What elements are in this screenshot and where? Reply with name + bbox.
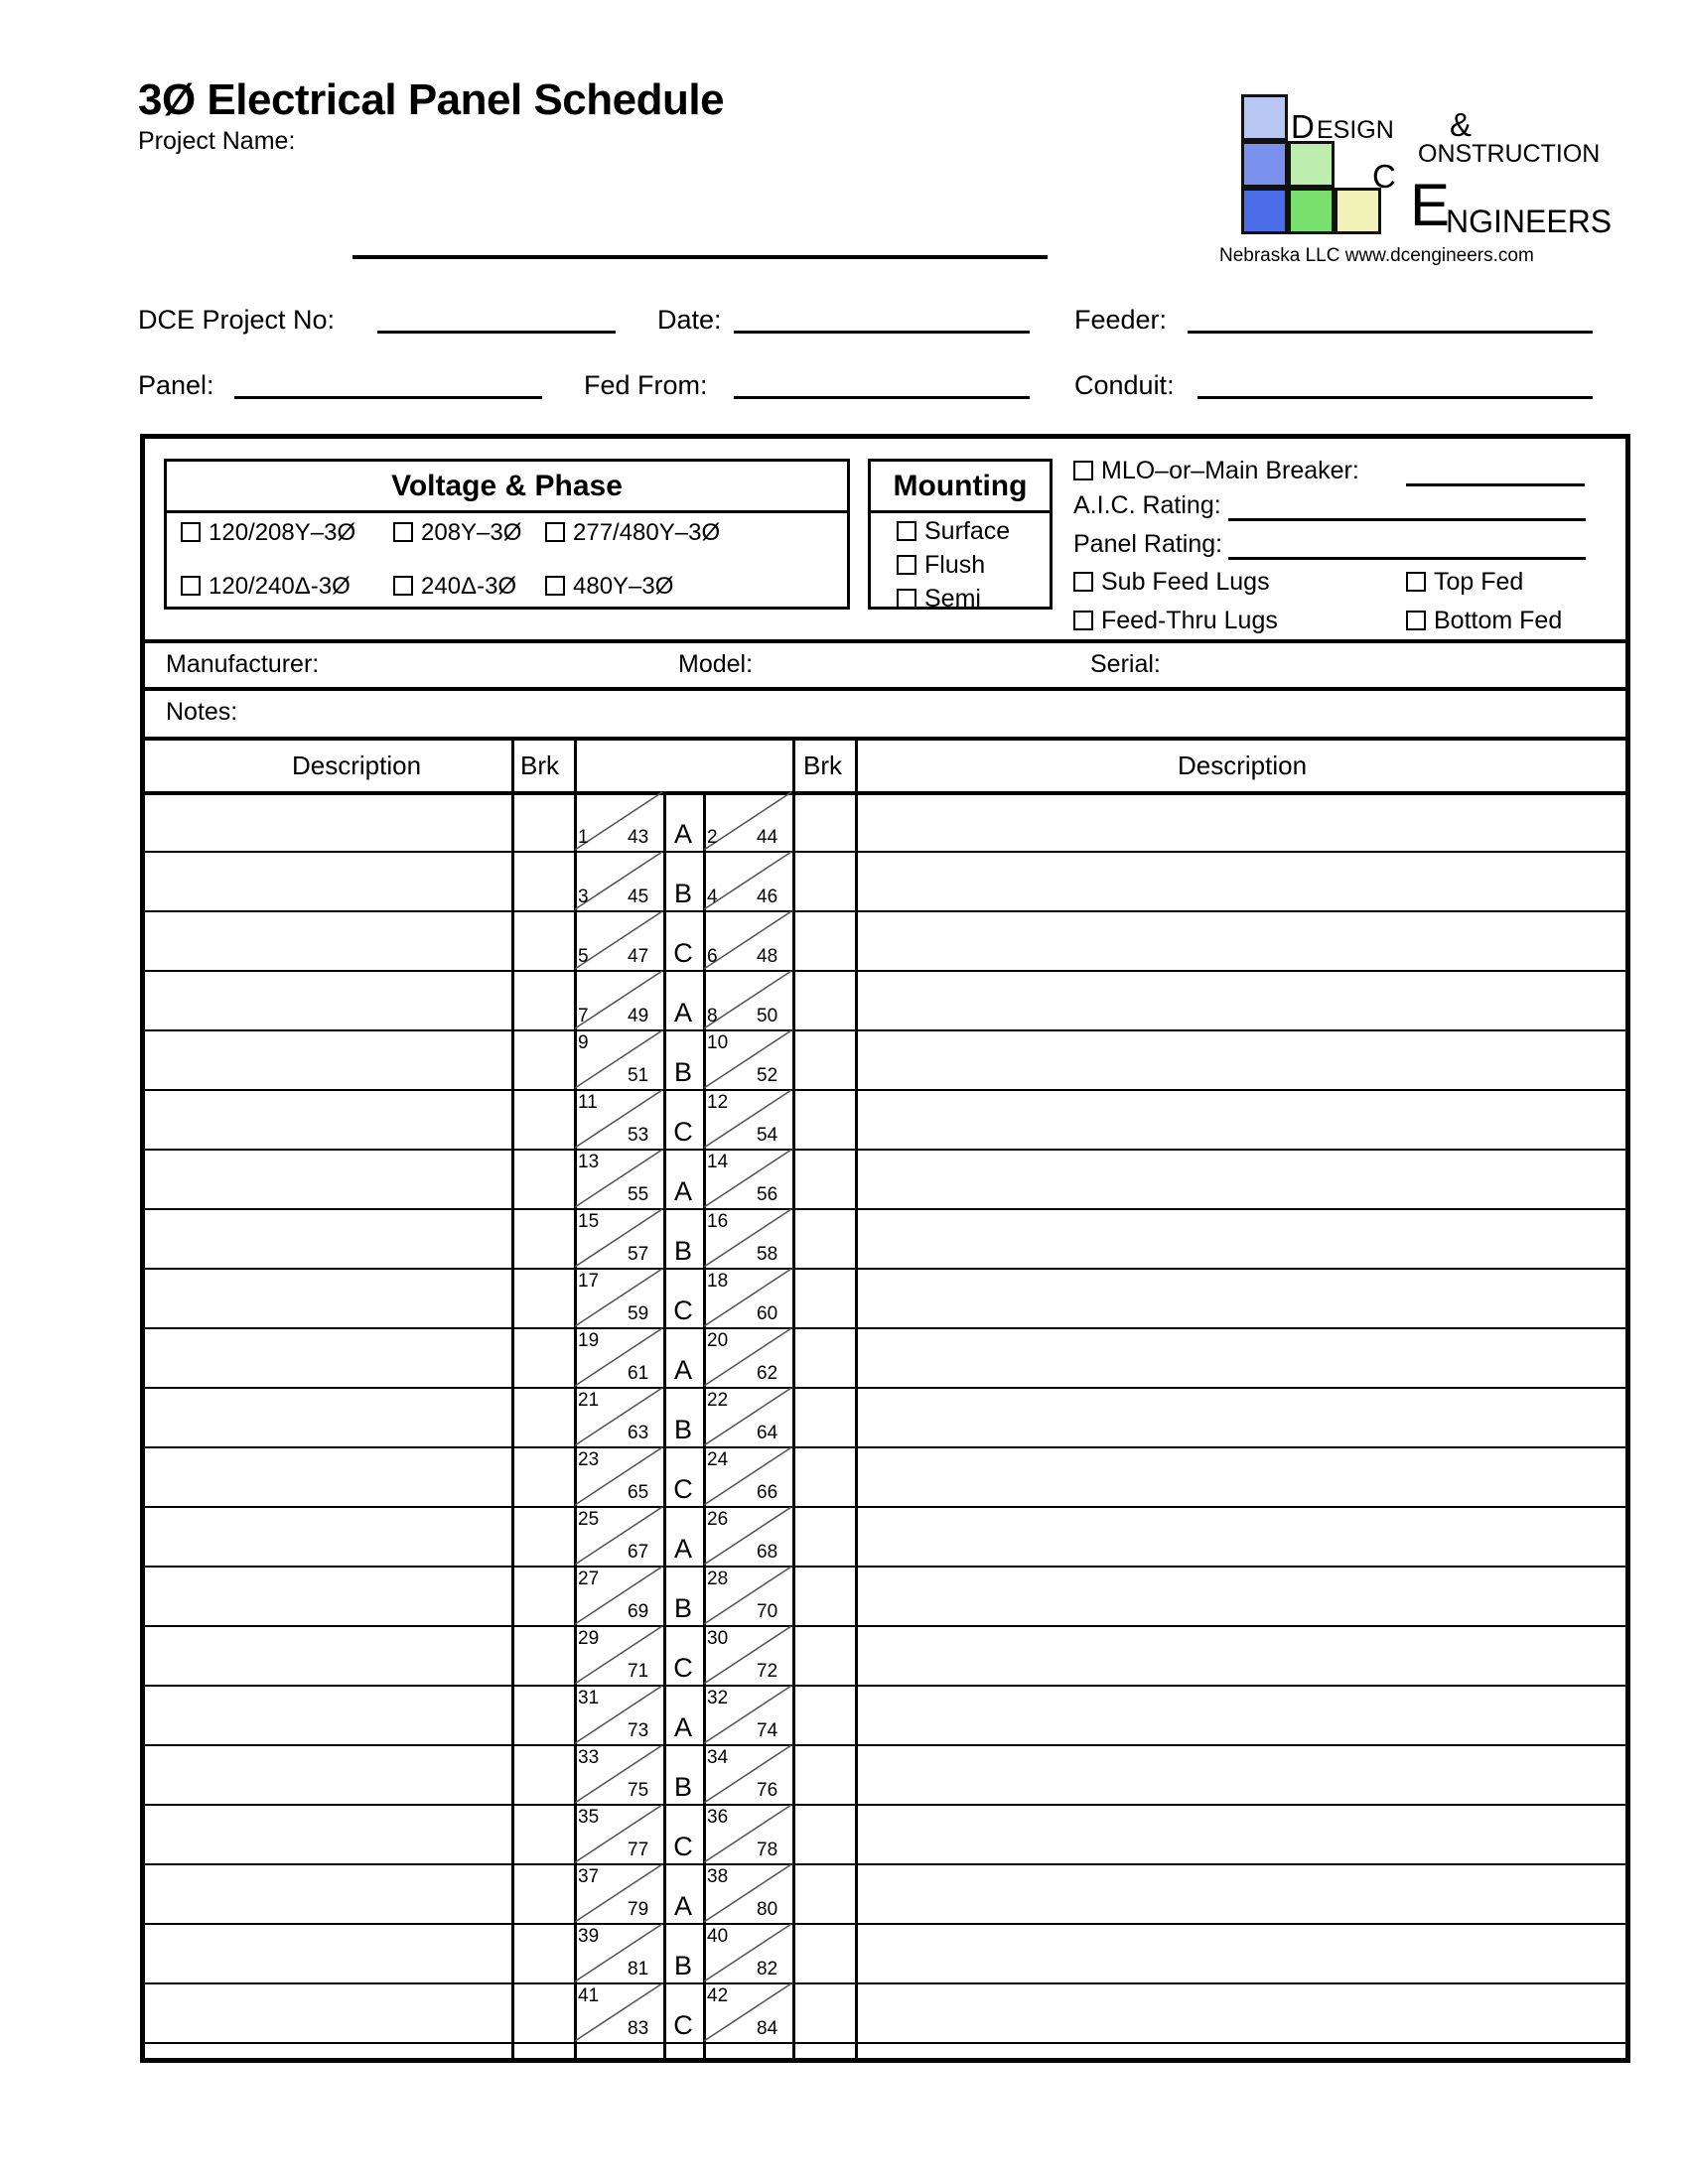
- circuit-number-even-high: 74: [757, 1720, 778, 1741]
- circuit-number-odd: 41: [578, 1985, 600, 2006]
- phase-label: B: [673, 1951, 692, 1980]
- circuit-number-even-high: 56: [757, 1184, 778, 1205]
- voltage-option-label: 480Y–3Ø: [573, 573, 674, 600]
- circuit-number-even: 10: [707, 1032, 729, 1053]
- dce-project-no-label: DCE Project No:: [138, 305, 336, 335]
- logo-tagline: Nebraska LLC www.dcengineers.com: [1219, 245, 1534, 266]
- checkbox-icon[interactable]: [1073, 611, 1093, 630]
- panel-input[interactable]: [234, 396, 542, 399]
- phase-label: B: [673, 879, 692, 908]
- circuit-number-odd: 35: [578, 1807, 600, 1828]
- phase-label: C: [673, 938, 693, 968]
- voltage-option-label: 120/208Y–3Ø: [209, 519, 356, 546]
- header-description-left: Description: [292, 751, 422, 780]
- phase-label: C: [673, 1832, 693, 1861]
- aic-rating-label: A.I.C. Rating:: [1073, 491, 1221, 519]
- circuit-number-even: 26: [707, 1509, 729, 1530]
- voltage-phase-divider: [167, 510, 847, 513]
- circuit-number-odd: 37: [578, 1866, 600, 1887]
- circuit-number-odd-high: 45: [628, 887, 649, 907]
- logo-engineers-initial: E: [1410, 172, 1451, 238]
- logo-construction-initial: C: [1372, 158, 1396, 195]
- column-divider-brk-right: [855, 737, 858, 2058]
- phase-label: B: [673, 1236, 692, 1266]
- circuit-number-odd-high: 71: [628, 1661, 649, 1682]
- logo-square-green: [1288, 188, 1335, 234]
- voltage-option-240d[interactable]: [393, 573, 516, 601]
- phase-label: B: [673, 1593, 692, 1623]
- circuit-row-divider: [145, 1268, 1625, 1270]
- divider-above-notes: [145, 687, 1625, 691]
- circuit-number-even-high: 52: [757, 1065, 778, 1086]
- checkbox-icon[interactable]: [1073, 572, 1093, 592]
- circuit-row-divider: [145, 1923, 1625, 1925]
- voltage-phase-title: Voltage & Phase: [391, 470, 623, 502]
- checkbox-icon[interactable]: [181, 522, 201, 542]
- phase-label: B: [673, 1057, 692, 1087]
- logo-square-blue: [1241, 141, 1288, 188]
- circuit-number-even: 36: [707, 1807, 729, 1828]
- phase-label: C: [673, 1296, 693, 1325]
- circuit-number-odd-high: 63: [628, 1423, 649, 1443]
- voltage-option-label: 208Y–3Ø: [421, 519, 522, 546]
- voltage-option-277-480y[interactable]: [545, 519, 720, 547]
- circuit-number-even-high: 72: [757, 1661, 778, 1682]
- circuit-number-odd-high: 47: [628, 946, 649, 967]
- circuit-number-even-high: 60: [757, 1303, 778, 1324]
- logo-construction-rest: ONSTRUCTION: [1418, 140, 1601, 168]
- circuit-number-even: 42: [707, 1985, 729, 2006]
- circuit-number-even-high: 64: [757, 1423, 778, 1443]
- circuit-number-odd: 17: [578, 1271, 600, 1292]
- checkbox-icon[interactable]: [393, 576, 413, 596]
- panel-label: Panel:: [138, 370, 214, 400]
- logo-ampersand: &: [1450, 106, 1473, 143]
- circuit-number-odd: 3: [578, 887, 589, 907]
- circuit-number-odd-high: 73: [628, 1720, 649, 1741]
- phase-label: C: [673, 1474, 693, 1504]
- header-brk-left: Brk: [520, 751, 559, 780]
- logo-engineers-rest: NGINEERS: [1446, 204, 1613, 239]
- checkbox-icon[interactable]: [1406, 611, 1426, 630]
- circuit-number-odd-high: 59: [628, 1303, 649, 1324]
- column-divider-brk-left: [511, 737, 514, 2058]
- circuit-number-odd: 9: [578, 1032, 589, 1053]
- circuit-number-odd: 19: [578, 1330, 600, 1351]
- project-name-label: Project Name:: [138, 127, 296, 155]
- bottom-fed-label: Bottom Fed: [1434, 607, 1563, 634]
- circuit-number-odd-high: 65: [628, 1482, 649, 1503]
- circuit-number-odd: 27: [578, 1569, 600, 1589]
- phase-label: A: [673, 1534, 692, 1564]
- circuit-number-even: 2: [707, 827, 718, 848]
- circuit-number-even-high: 70: [757, 1601, 778, 1622]
- circuit-number-odd: 21: [578, 1390, 600, 1411]
- circuit-number-odd: 39: [578, 1926, 600, 1947]
- checkbox-icon[interactable]: [393, 522, 413, 542]
- manufacturer-label: Manufacturer:: [166, 650, 320, 678]
- checkbox-icon[interactable]: [897, 521, 916, 541]
- circuit-row-divider: [145, 1208, 1625, 1210]
- sub-feed-lugs-option[interactable]: [1073, 568, 1270, 597]
- conduit-label: Conduit:: [1074, 370, 1175, 400]
- circuit-row-divider: [145, 851, 1625, 853]
- feeder-input[interactable]: [1188, 331, 1593, 334]
- circuit-number-odd: 13: [578, 1152, 600, 1172]
- voltage-option-120-208y[interactable]: [181, 519, 355, 547]
- circuit-number-odd-high: 51: [628, 1065, 649, 1086]
- feed-thru-lugs-label: Feed-Thru Lugs: [1101, 607, 1278, 634]
- company-logo: [1219, 94, 1638, 266]
- phase-label: A: [673, 1176, 692, 1206]
- circuit-row-divider: [145, 1982, 1625, 1984]
- circuit-number-even: 40: [707, 1926, 729, 1947]
- checkbox-icon[interactable]: [181, 576, 201, 596]
- mlo-main-breaker-label: MLO–or–Main Breaker:: [1101, 457, 1359, 484]
- top-fed-option[interactable]: [1406, 568, 1523, 597]
- circuit-number-even-high: 48: [757, 946, 778, 967]
- mlo-main-breaker-input[interactable]: [1406, 483, 1585, 486]
- circuit-number-even-high: 68: [757, 1542, 778, 1563]
- phase-label: A: [673, 1891, 692, 1921]
- conduit-input[interactable]: [1197, 396, 1593, 399]
- panel-rating-input[interactable]: [1228, 557, 1586, 560]
- mounting-option-label: Semi: [924, 585, 981, 613]
- circuit-number-odd-high: 55: [628, 1184, 649, 1205]
- notes-label: Notes:: [166, 698, 238, 726]
- circuit-number-even-high: 54: [757, 1125, 778, 1146]
- divider-above-table-header: [145, 737, 1625, 741]
- model-label: Model:: [678, 650, 754, 678]
- checkbox-icon[interactable]: [1406, 572, 1426, 592]
- voltage-option-label: 120/240Δ-3Ø: [209, 573, 351, 600]
- logo-square-light-green: [1288, 141, 1335, 188]
- circuit-number-odd: 7: [578, 1006, 589, 1026]
- circuit-number-even-high: 58: [757, 1244, 778, 1265]
- circuit-number-odd: 11: [578, 1092, 598, 1113]
- mounting-option-semi[interactable]: [897, 585, 981, 614]
- date-input[interactable]: [734, 331, 1030, 334]
- circuit-number-even-high: 80: [757, 1899, 778, 1920]
- header-brk-right: Brk: [803, 751, 842, 780]
- date-label: Date:: [657, 305, 722, 335]
- circuit-number-even-high: 50: [757, 1006, 778, 1026]
- circuit-number-even: 20: [707, 1330, 729, 1351]
- checkbox-icon[interactable]: [897, 555, 916, 575]
- circuit-number-odd-high: 67: [628, 1542, 649, 1563]
- aic-rating-input[interactable]: [1228, 518, 1586, 521]
- mounting-title: Mounting: [893, 470, 1028, 502]
- circuit-number-even-high: 62: [757, 1363, 778, 1384]
- panel-rating-label: Panel Rating:: [1073, 530, 1223, 558]
- circuit-row-divider: [145, 970, 1625, 972]
- circuit-row-divider: [145, 1566, 1625, 1568]
- circuit-number-even-high: 46: [757, 887, 778, 907]
- circuit-number-odd: 31: [578, 1688, 600, 1708]
- circuit-number-odd-high: 43: [628, 827, 649, 848]
- circuit-row-divider: [145, 1506, 1625, 1508]
- circuit-row-divider: [145, 1685, 1625, 1687]
- logo-design-initial: D: [1291, 108, 1315, 145]
- circuit-row-divider: [145, 1804, 1625, 1806]
- mounting-group: [868, 459, 1053, 613]
- header-description-right: Description: [1178, 751, 1308, 780]
- divider-above-manufacturer: [145, 639, 1625, 643]
- circuit-number-odd: 25: [578, 1509, 600, 1530]
- circuit-number-even: 4: [707, 887, 718, 907]
- circuit-number-even: 8: [707, 1006, 718, 1026]
- column-divider-even-end: [792, 737, 795, 2058]
- checkbox-icon[interactable]: [1073, 461, 1093, 480]
- circuit-number-odd-high: 69: [628, 1601, 649, 1622]
- circuit-number-odd-high: 75: [628, 1780, 649, 1801]
- voltage-option-208y[interactable]: [393, 519, 521, 547]
- voltage-option-480y[interactable]: [545, 573, 673, 601]
- phase-label: A: [673, 1355, 692, 1385]
- checkbox-icon[interactable]: [897, 589, 916, 609]
- circuit-number-odd-high: 77: [628, 1840, 649, 1860]
- voltage-phase-group: [164, 459, 850, 610]
- circuit-number-even-high: 78: [757, 1840, 778, 1860]
- mounting-option-label: Flush: [924, 551, 986, 579]
- project-name-rule[interactable]: [352, 255, 1048, 259]
- circuit-row-divider: [145, 910, 1625, 912]
- checkbox-icon[interactable]: [545, 576, 565, 596]
- circuit-row-divider: [145, 1863, 1625, 1865]
- circuit-number-odd-high: 61: [628, 1363, 649, 1384]
- logo-square-royal-blue: [1241, 188, 1288, 234]
- sub-feed-lugs-label: Sub Feed Lugs: [1101, 568, 1270, 596]
- page-title: 3Ø Electrical Panel Schedule: [138, 75, 725, 124]
- circuit-number-even-high: 66: [757, 1482, 778, 1503]
- panel-detail-box: [140, 434, 1630, 2063]
- circuit-number-even: 18: [707, 1271, 729, 1292]
- phase-label: C: [673, 1117, 693, 1147]
- circuit-number-even: 28: [707, 1569, 729, 1589]
- voltage-option-label: 277/480Y–3Ø: [573, 519, 721, 546]
- bottom-fed-option[interactable]: [1406, 607, 1562, 635]
- fed-from-input[interactable]: [734, 396, 1030, 399]
- circuit-number-odd-high: 81: [628, 1959, 649, 1979]
- mounting-option-label: Surface: [924, 517, 1011, 545]
- circuit-number-even: 12: [707, 1092, 729, 1113]
- circuit-row-divider: [145, 1625, 1625, 1627]
- feed-thru-lugs-option[interactable]: [1073, 607, 1278, 635]
- phase-label: A: [673, 1712, 692, 1742]
- circuit-number-even: 6: [707, 946, 718, 967]
- circuit-number-odd: 29: [578, 1628, 600, 1649]
- circuit-number-odd-high: 53: [628, 1125, 649, 1146]
- circuit-row-divider: [145, 1387, 1625, 1389]
- circuit-number-even: 22: [707, 1390, 729, 1411]
- logo-design-rest: ESIGN: [1317, 116, 1394, 144]
- mounting-divider: [871, 510, 1050, 513]
- circuit-number-even: 16: [707, 1211, 729, 1232]
- mlo-main-breaker-option[interactable]: [1073, 457, 1359, 485]
- circuit-number-even: 24: [707, 1449, 729, 1470]
- circuit-number-even-high: 76: [757, 1780, 778, 1801]
- phase-label: C: [673, 1653, 693, 1683]
- circuit-number-odd: 1: [578, 827, 589, 848]
- feeder-label: Feeder:: [1074, 305, 1168, 335]
- circuit-number-even-high: 82: [757, 1959, 778, 1979]
- top-fed-label: Top Fed: [1434, 568, 1524, 596]
- circuit-row-divider: [145, 1327, 1625, 1329]
- serial-label: Serial:: [1090, 650, 1161, 678]
- circuit-number-odd: 23: [578, 1449, 600, 1470]
- phase-label: A: [673, 819, 692, 849]
- circuit-row-divider: [145, 1149, 1625, 1151]
- circuit-number-even: 30: [707, 1628, 729, 1649]
- circuit-number-odd-high: 83: [628, 2018, 649, 2039]
- phase-label: B: [673, 1415, 692, 1444]
- circuit-number-odd: 5: [578, 946, 589, 967]
- mounting-option-surface[interactable]: [897, 517, 1010, 546]
- circuit-number-odd-high: 49: [628, 1006, 649, 1026]
- phase-label: A: [673, 998, 692, 1027]
- circuit-number-odd-high: 57: [628, 1244, 649, 1265]
- circuit-row-divider: [145, 1446, 1625, 1448]
- checkbox-icon[interactable]: [545, 522, 565, 542]
- phase-label: B: [673, 1772, 692, 1802]
- circuit-number-even: 38: [707, 1866, 729, 1887]
- voltage-option-label: 240Δ-3Ø: [421, 573, 517, 600]
- circuit-number-odd: 15: [578, 1211, 600, 1232]
- circuit-row-divider: [145, 1029, 1625, 1031]
- circuit-row-divider: [145, 1089, 1625, 1091]
- logo-square-light-blue: [1241, 94, 1288, 141]
- divider-below-table-header: [145, 791, 1625, 795]
- circuit-number-even: 32: [707, 1688, 729, 1708]
- dce-project-no-input[interactable]: [377, 331, 616, 334]
- circuit-number-odd: 33: [578, 1747, 600, 1768]
- circuit-number-even: 34: [707, 1747, 729, 1768]
- fed-from-label: Fed From:: [584, 370, 708, 400]
- circuit-row-divider: [145, 2042, 1625, 2044]
- circuit-number-even: 14: [707, 1152, 729, 1172]
- circuit-number-even-high: 44: [757, 827, 778, 848]
- circuit-number-even-high: 84: [757, 2018, 778, 2039]
- circuit-row-divider: [145, 1744, 1625, 1746]
- voltage-option-120-240d[interactable]: [181, 573, 351, 601]
- circuit-number-odd-high: 79: [628, 1899, 649, 1920]
- mounting-option-flush[interactable]: [897, 551, 985, 580]
- phase-label: C: [673, 2010, 693, 2040]
